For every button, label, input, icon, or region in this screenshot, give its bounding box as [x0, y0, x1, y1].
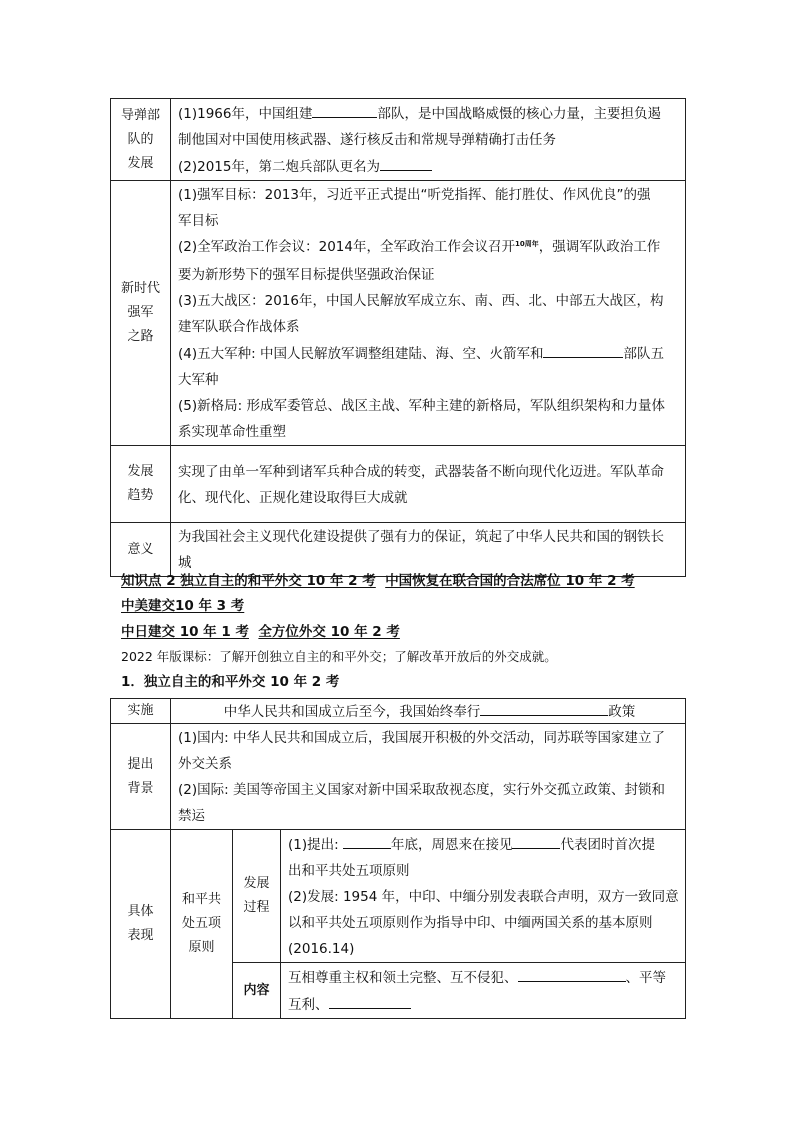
text-line: 禁运: [178, 808, 205, 824]
row-content-background: [171, 724, 686, 830]
text-segment: 年底，周恩来在接见: [390, 837, 513, 853]
text-line: 实现了由单一军种到诸军兵种合成的转变，武器装备不断向现代化迈进。军队革命: [178, 463, 664, 480]
text-line: (5)新格局: 形成军委管总、战区主战、军种主建的新格局，军队组织架构和力量体: [178, 398, 665, 414]
fill-blank[interactable]: [543, 340, 623, 358]
row-label-trend: [111, 446, 171, 523]
knowledge-point-topic: 中日建交 10 年 1 考: [121, 624, 249, 640]
text-segment: (4)五大军种: 中国人民解放军调整组建陆、海、空、火箭军和: [178, 346, 544, 362]
knowledge-point-title: 知识点 2 独立自主的和平外交 10 年 2 考: [121, 573, 376, 589]
label-line: 导弹部: [120, 107, 160, 123]
text-line: 以和平共处五项原则作为指导中印、中缅两国关系的基本原则: [288, 915, 653, 931]
label-line: 和平共: [181, 892, 221, 907]
label-line: 发展: [127, 464, 154, 479]
label-line: 背景: [127, 780, 154, 796]
text-line: 要为新形势下的强军目标提供坚强政治保证: [178, 267, 435, 283]
row-content-trend: [171, 446, 686, 523]
military-development-table: [110, 98, 686, 577]
label-line: 趋势: [127, 488, 154, 503]
text-line: [288, 991, 681, 1018]
label-line: 新时代: [120, 281, 160, 296]
label-line: 意义: [127, 541, 154, 557]
knowledge-point-topic: 中国恢复在联合国的合法席位 10 年 2 考: [385, 573, 635, 589]
row-label-new-era: [111, 181, 171, 446]
knowledge-point-line-2: [121, 597, 244, 615]
row-label-missile-force: [111, 99, 171, 181]
table-row: [111, 181, 686, 446]
text-segment: 部队，是中国战略威慑的核心力量，主要担负遏: [377, 106, 661, 122]
table-row: [111, 523, 686, 577]
knowledge-point-line-3: [121, 623, 400, 641]
label-line: 具体: [127, 904, 154, 919]
table-row: [111, 830, 686, 963]
fill-blank[interactable]: [312, 100, 377, 118]
text-line: 外交关系: [178, 756, 232, 772]
row-label-implementation: 实施: [111, 699, 171, 724]
row-content-implementation: [171, 699, 686, 724]
section-heading: 1．独立自主的和平外交 10 年 2 考: [121, 674, 340, 690]
text-line: (2)国际: 美国等帝国主义国家对新中国采取敌视态度，实行外交孤立政策、封锁和: [178, 782, 665, 798]
table-row: [111, 99, 686, 181]
text-segment: 中华人民共和国成立后至今，我国始终奉行: [223, 704, 481, 720]
row-content-missile-force: [171, 99, 686, 181]
knowledge-point-topic: 中美建交10 年 3 考: [121, 598, 245, 614]
text-segment: 代表团时首次提: [560, 837, 655, 853]
label-line: 发展: [127, 155, 154, 171]
text-line: (1)国内: 中华人民共和国成立后，我国展开积极的外交活动，同苏联等国家建立了: [178, 730, 665, 746]
text-line: (2)发展: 1954 年，中印、中缅分别发表联合声明，双方一致同意: [288, 889, 679, 905]
fill-blank[interactable]: [480, 700, 608, 716]
label-line: 发展: [243, 876, 270, 891]
text-line: (3)五大战区：2016年，中国人民解放军成立东、南、西、北、中部五大战区，构: [178, 293, 664, 309]
row-content-content: [281, 963, 686, 1019]
knowledge-point-line-1: [121, 572, 635, 590]
text-line: 军目标: [178, 213, 219, 229]
text-segment: 互利、: [288, 997, 329, 1013]
label-line: 处五项: [181, 916, 221, 931]
text-line: [178, 153, 681, 180]
text-line: 出和平共处五项原则: [288, 863, 410, 879]
label-line: 原则: [188, 940, 215, 955]
text-segment: 政策: [608, 704, 636, 720]
text-segment: 、平等: [625, 970, 666, 986]
text-segment: (1)提出:: [288, 837, 343, 853]
label-line: 之路: [127, 329, 154, 344]
row-label-development: [233, 830, 281, 963]
text-segment: (2)全军政治工作会议：2014年，全军政治工作会议召开: [178, 239, 515, 255]
table-row: [111, 724, 686, 830]
text-line: 大军种: [178, 372, 219, 388]
text-segment: (2)2015年，第二炮兵部队更名为: [178, 159, 380, 175]
row-label-background: [111, 724, 171, 830]
row-content-new-era: [171, 181, 686, 446]
fill-blank[interactable]: [343, 831, 391, 849]
row-content-development: [281, 830, 686, 963]
text-segment: 部队五: [623, 346, 664, 362]
text-line: 化、现代化、正规化建设取得巨大成就: [178, 489, 408, 506]
fill-blank[interactable]: [518, 964, 626, 982]
label-line: 强军: [127, 305, 154, 320]
text-line: [178, 100, 681, 127]
knowledge-point-topic: 全方位外交 10 年 2 考: [258, 624, 400, 640]
text-line: [178, 340, 681, 367]
text-line: [288, 964, 681, 991]
fill-blank[interactable]: [329, 991, 411, 1009]
superscript-note: 10周年: [514, 240, 539, 248]
row-label-content: 内容: [233, 963, 281, 1019]
text-line: [178, 234, 681, 262]
text-line: 建军队联合作战体系: [178, 319, 300, 335]
label-line: 过程: [243, 900, 270, 915]
text-line: 为我国社会主义现代化建设提供了强有力的保证，筑起了中华人民共和国的钢铁长: [178, 529, 664, 545]
text-line: (1)强军目标：2013年，习近平正式提出“听党指挥、能打胜仗、作风优良”的强: [178, 187, 651, 203]
text-segment: 互相尊重主权和领土完整、互不侵犯、: [288, 970, 518, 986]
label-line: 提出: [127, 756, 154, 772]
fill-blank[interactable]: [380, 153, 432, 171]
text-segment: (1)1966年，中国组建: [178, 106, 313, 122]
curriculum-standard: 2022 年版课标：了解开创独立自主的和平外交；了解改革开放后的外交成就。: [121, 649, 557, 664]
row-label-five-principles: [171, 830, 233, 1019]
text-line: 制他国对中国使用核武器、遂行核反击和常规导弹精确打击任务: [178, 132, 556, 148]
text-line: [288, 831, 681, 858]
label-line: 表现: [127, 928, 154, 943]
table-row: [111, 446, 686, 523]
text-segment: ，强调军队政治工作: [538, 239, 661, 255]
text-line: 城: [178, 555, 192, 571]
row-label-significance: [111, 523, 171, 577]
row-content-significance: [171, 523, 686, 577]
text-line: 系实现革命性重塑: [178, 424, 286, 440]
row-label-manifestation: [111, 830, 171, 1019]
text-line: (2016.14): [288, 941, 355, 957]
fill-blank[interactable]: [512, 831, 560, 849]
label-line: 队的: [127, 131, 154, 147]
independent-diplomacy-table: [110, 698, 686, 1019]
table-row: [111, 699, 686, 724]
